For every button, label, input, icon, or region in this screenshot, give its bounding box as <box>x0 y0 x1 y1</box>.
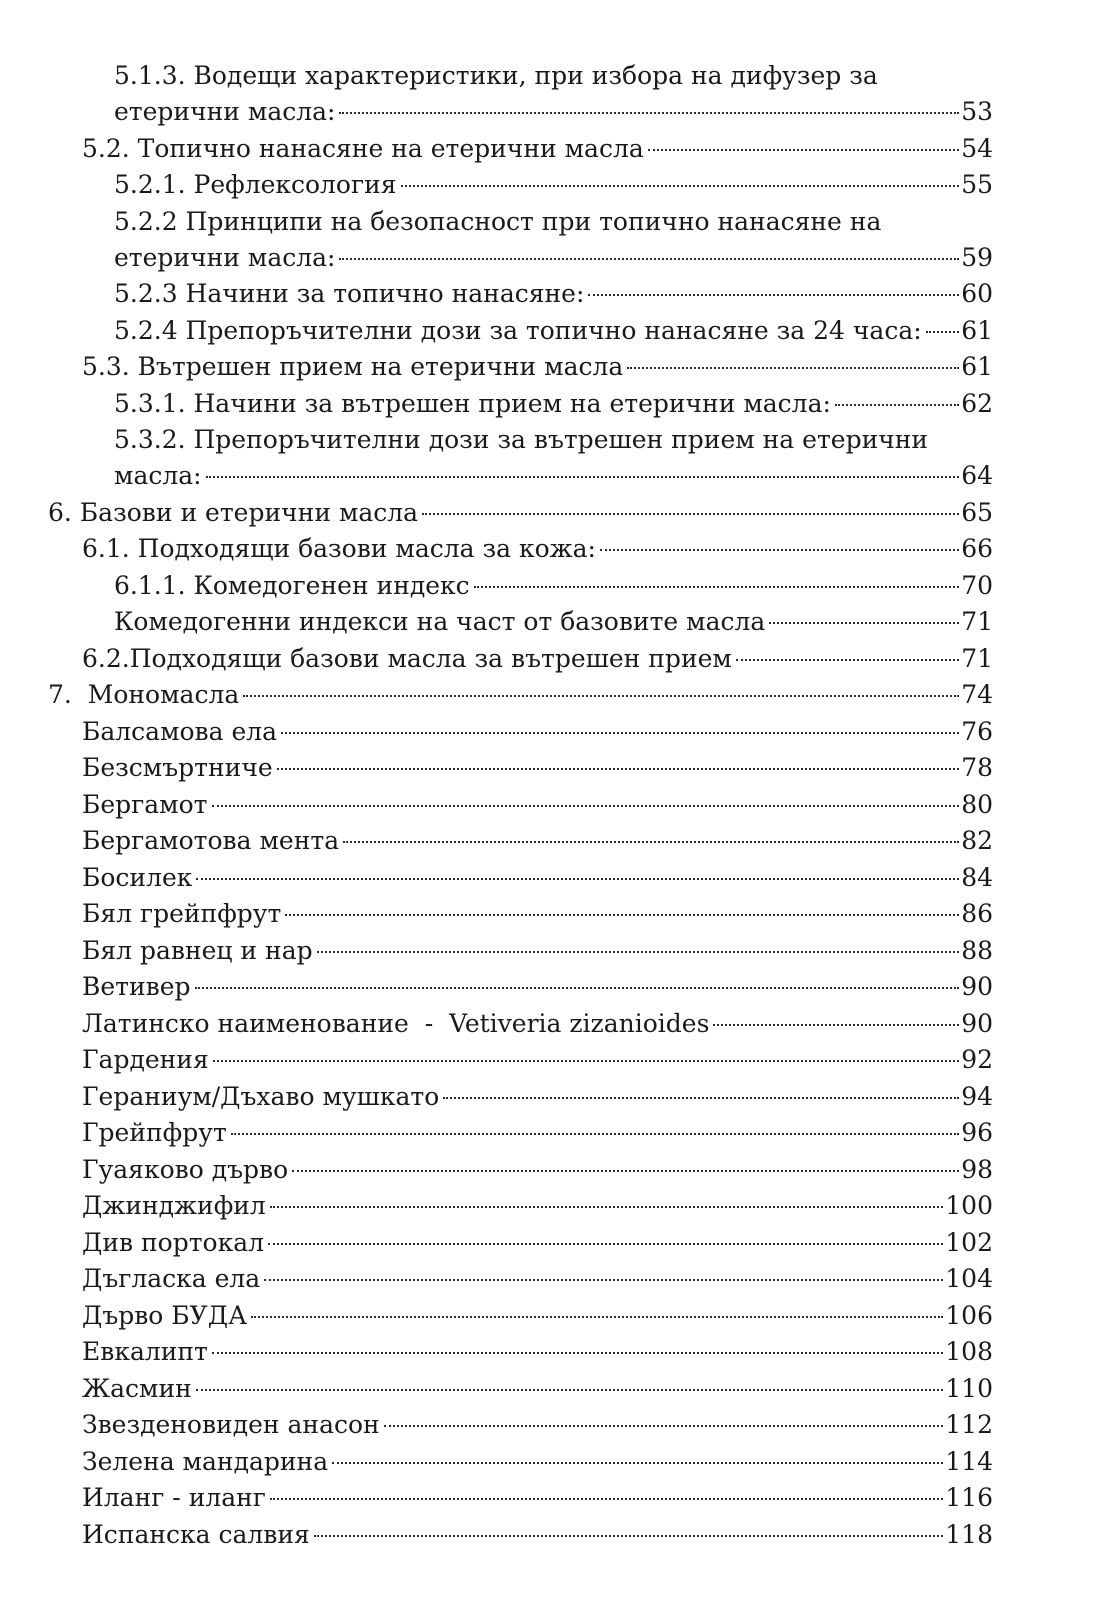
toc-entry-title: Гардения <box>82 1045 209 1074</box>
toc-entry-page-number: 102 <box>945 1227 993 1257</box>
dot-leader <box>588 294 959 296</box>
dot-leader <box>317 951 960 953</box>
toc-entry[interactable] <box>0 386 1110 423</box>
toc-entry-title: Латинско наименование - Vetiveria zizanioides <box>82 1008 710 1038</box>
dot-leader <box>212 1352 943 1354</box>
toc-entry-page-number: 114 <box>945 1446 993 1476</box>
dot-leader <box>196 1389 944 1391</box>
toc-entry-title: Балсамова ела <box>82 716 278 746</box>
toc-entry-page-number: 110 <box>945 1373 993 1403</box>
toc-entry-title: масла: <box>114 461 202 490</box>
toc-entry-page-number: 54 <box>961 133 993 163</box>
toc-entry-title: 5.1.3. Водещи характеристики, при избора на дифузер за <box>114 61 878 90</box>
toc-entry-page-number: 70 <box>961 570 993 600</box>
dot-leader <box>332 1462 943 1464</box>
toc-entry-title: Бял равнец и нар <box>82 935 313 965</box>
toc-entry-title: 5.2. Топично нанасяне на етерични масла <box>82 133 644 163</box>
toc-entry-title-line <box>0 204 1110 240</box>
dot-leader <box>270 1206 943 1208</box>
toc-entry-title: Жасмин <box>82 1373 192 1403</box>
toc-entry-title: 6.1.1. Комедогенен индекс <box>114 570 470 600</box>
toc-entry-page-number: 100 <box>945 1191 993 1220</box>
toc-entry-title: 5.2.1. Рефлексология <box>114 170 397 199</box>
dot-leader <box>270 1498 943 1500</box>
toc-entry[interactable] <box>0 1006 1110 1043</box>
toc-entry-page-number: 60 <box>961 279 993 308</box>
toc-entry[interactable] <box>0 860 1110 897</box>
toc-entry[interactable] <box>0 531 1110 568</box>
toc-entry[interactable] <box>0 1407 1110 1444</box>
toc-entry[interactable] <box>0 1334 1110 1371</box>
toc-entry[interactable] <box>0 1371 1110 1408</box>
toc-entry-page-number: 78 <box>961 753 993 782</box>
toc-entry-title-line <box>0 422 1110 458</box>
toc-entry-title: Джинджифил <box>82 1191 266 1220</box>
toc-entry[interactable] <box>0 1115 1110 1152</box>
toc-entry-title: Зелена мандарина <box>82 1446 329 1476</box>
dot-leader <box>314 1535 943 1537</box>
toc-entry-title: 6. Базови и етерични масла <box>48 497 419 527</box>
toc-entry-title: Босилек <box>82 862 193 892</box>
toc-entry-title: Безсмъртниче <box>82 753 273 782</box>
toc-entry-title: Дърво БУДА <box>82 1300 248 1330</box>
toc-entry-title: 5.2.4 Препоръчителни дози за топично нанасяне за 24 часа: <box>114 315 922 345</box>
toc-entry-page-number: 80 <box>961 789 993 819</box>
toc-entry-page-number: 62 <box>961 388 993 418</box>
toc-entry-title: 5.3. Вътрешен прием на етерични масла <box>82 352 624 381</box>
dot-leader <box>292 1170 959 1172</box>
toc-entry-page-number: 118 <box>945 1519 993 1549</box>
dot-leader <box>281 732 959 734</box>
toc-entry[interactable] <box>0 969 1110 1006</box>
toc-entry-title: Грейпфрут <box>82 1118 227 1147</box>
toc-entry-title: етерични масла: <box>114 97 336 126</box>
toc-entry-page-number: 61 <box>961 315 993 345</box>
dot-leader <box>713 1024 959 1026</box>
toc-entry[interactable] <box>0 167 1110 204</box>
dot-leader <box>196 878 959 880</box>
dot-leader <box>926 331 960 333</box>
toc-entry-page-number: 90 <box>961 972 993 1001</box>
dot-leader <box>285 914 959 916</box>
toc-entry-title: 6.1. Подходящи базови масла за кожа: <box>82 534 596 563</box>
dot-leader <box>264 1279 943 1281</box>
toc-entry[interactable] <box>0 896 1110 933</box>
dot-leader <box>474 586 959 588</box>
dot-leader <box>627 367 959 369</box>
toc-entry-title: Комедогенни индекси на част от базовите масла <box>114 607 766 636</box>
dot-leader <box>213 1060 959 1062</box>
dot-leader <box>243 695 959 697</box>
toc-entry[interactable] <box>0 276 1110 313</box>
toc-entry-page-number: 94 <box>961 1081 993 1111</box>
toc-entry-title: Испанска салвия <box>82 1519 310 1549</box>
dot-leader <box>339 258 959 260</box>
toc-entry-page-number: 106 <box>945 1300 993 1330</box>
toc-entry[interactable] <box>0 750 1110 787</box>
toc-entry[interactable] <box>0 131 1110 168</box>
toc-entry-page-number: 82 <box>961 826 993 855</box>
toc-entry[interactable] <box>0 568 1110 605</box>
toc-entry-page-number: 71 <box>961 643 993 673</box>
dot-leader <box>736 659 959 661</box>
toc-entry[interactable] <box>0 933 1110 970</box>
toc-entry[interactable] <box>0 1298 1110 1335</box>
toc-entry-title: Ветивер <box>82 972 191 1001</box>
toc-entry-title: Гераниум/Дъхаво мушкато <box>82 1081 440 1111</box>
toc-entry-page-number: 71 <box>961 607 993 636</box>
toc-entry[interactable] <box>0 240 1110 277</box>
dot-leader <box>769 622 959 624</box>
dot-leader <box>422 513 959 515</box>
toc-entry-title: Бергамотова мента <box>82 826 340 855</box>
toc-entry-page-number: 55 <box>961 170 993 199</box>
toc-entry-page-number: 53 <box>961 97 993 126</box>
dot-leader <box>339 112 959 114</box>
dot-leader <box>206 476 960 478</box>
toc-entry-title: 5.3.2. Препоръчителни дози за вътрешен прием на етерични <box>114 425 929 454</box>
toc-entry[interactable] <box>0 349 1110 386</box>
toc-entry[interactable] <box>0 1225 1110 1262</box>
dot-leader <box>268 1243 943 1245</box>
toc-entry-title: Бергамот <box>82 789 208 819</box>
toc-entry[interactable] <box>0 313 1110 350</box>
toc-entry-page-number: 90 <box>961 1008 993 1038</box>
toc-entry-title: 5.3.1. Начини за вътрешен прием на етерични масла: <box>114 388 831 418</box>
toc-entry[interactable] <box>0 1079 1110 1116</box>
toc-entry-page-number: 74 <box>961 680 993 709</box>
toc-entry[interactable] <box>0 495 1110 532</box>
dot-leader <box>343 841 959 843</box>
toc-entry-title: Бял грейпфрут <box>82 899 282 928</box>
toc-entry[interactable] <box>0 458 1110 495</box>
toc-entry-page-number: 96 <box>961 1118 993 1147</box>
toc-entry-page-number: 98 <box>961 1154 993 1184</box>
toc-entry[interactable] <box>0 714 1110 751</box>
toc-entry-page-number: 65 <box>961 497 993 527</box>
toc-entry[interactable] <box>0 1480 1110 1517</box>
dot-leader <box>835 404 959 406</box>
toc-entry-page-number: 86 <box>961 899 993 928</box>
toc-entry[interactable] <box>0 1444 1110 1481</box>
toc-entry[interactable] <box>0 94 1110 131</box>
toc-entry[interactable] <box>0 604 1110 641</box>
toc-entry-title: Див портокал <box>82 1227 265 1257</box>
toc-entry-page-number: 112 <box>945 1410 993 1439</box>
dot-leader <box>231 1133 959 1135</box>
toc-entry-page-number: 116 <box>945 1483 993 1512</box>
toc-entry[interactable] <box>0 787 1110 824</box>
table-of-contents <box>0 58 1110 1553</box>
dot-leader <box>443 1097 959 1099</box>
toc-entry-title: етерични масла: <box>114 242 336 272</box>
toc-entry-page-number: 88 <box>961 935 993 965</box>
dot-leader <box>251 1316 943 1318</box>
toc-entry-title: 7. Мономасла <box>48 680 240 709</box>
toc-entry-title: 5.2.2 Принципи на безопасност при топично нанасяне на <box>114 206 882 236</box>
toc-entry-page-number: 64 <box>961 461 993 490</box>
toc-entry-page-number: 66 <box>961 534 993 563</box>
toc-entry[interactable] <box>0 1188 1110 1225</box>
toc-entry[interactable] <box>0 1042 1110 1079</box>
toc-entry-page-number: 104 <box>945 1264 993 1293</box>
dot-leader <box>648 149 959 151</box>
toc-entry-page-number: 59 <box>961 242 993 272</box>
toc-entry[interactable] <box>0 641 1110 678</box>
toc-entry-title-line <box>0 58 1110 94</box>
dot-leader <box>401 185 960 187</box>
toc-entry-page-number: 61 <box>961 352 993 381</box>
dot-leader <box>384 1425 944 1427</box>
toc-entry-page-number: 92 <box>961 1045 993 1074</box>
toc-entry-title: Звезденовиден анасон <box>82 1410 380 1439</box>
toc-entry-title: 6.2.Подходящи базови масла за вътрешен прием <box>82 643 732 673</box>
toc-entry[interactable] <box>0 823 1110 860</box>
toc-entry[interactable] <box>0 1152 1110 1189</box>
toc-entry-title: Евкалипт <box>82 1337 208 1366</box>
toc-entry-page-number: 84 <box>961 862 993 892</box>
toc-entry[interactable] <box>0 1261 1110 1298</box>
toc-entry-page-number: 76 <box>961 716 993 746</box>
dot-leader <box>600 549 959 551</box>
toc-entry-page-number: 108 <box>945 1337 993 1366</box>
toc-entry-title: 5.2.3 Начини за топично нанасяне: <box>114 279 585 308</box>
toc-entry-title: Дъгласка ела <box>82 1264 261 1293</box>
toc-entry[interactable] <box>0 677 1110 714</box>
toc-entry-title: Иланг - иланг <box>82 1483 266 1512</box>
toc-entry[interactable] <box>0 1517 1110 1554</box>
dot-leader <box>277 768 960 770</box>
dot-leader <box>212 805 960 807</box>
toc-entry-title: Гуаяково дърво <box>82 1154 289 1184</box>
dot-leader <box>195 987 960 989</box>
